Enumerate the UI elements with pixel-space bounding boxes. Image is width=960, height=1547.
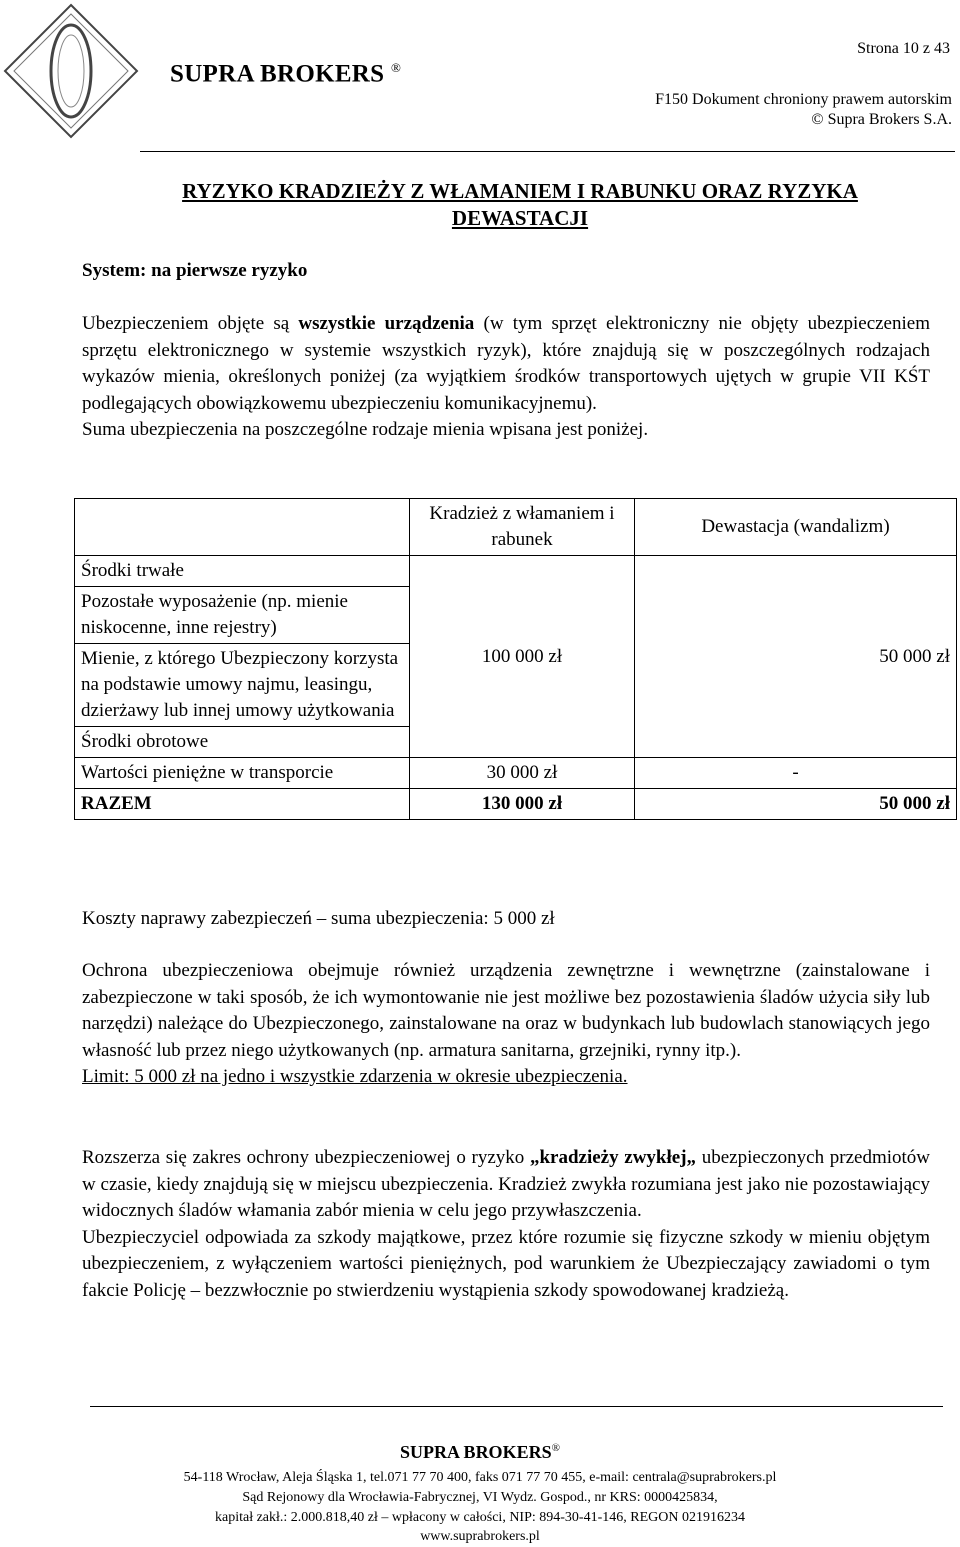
group-vandalism-value: 50 000 zł — [635, 556, 957, 758]
total-theft: 130 000 zł — [410, 789, 635, 820]
insurer-liability-text: Ubezpieczyciel odpowiada za szkody majątkowe, przez które rozumie się fizyczne szkody w mieniu objętym ubezpieczeniem, z wyłączeniem wartości pieniężnych, pod warunkiem że Ubezpieczający zawiadomi o tym fakcie Policję – bezzwłocznie po stwierdzeniu wystąpienia szkody spowodowanej kradzieżą. — [82, 1226, 930, 1301]
header-vandalism: Dewastacja (wandalizm) — [635, 499, 957, 556]
cash-vandalism-value: - — [635, 758, 957, 789]
copyright-notice: F150 Dokument chroniony prawem autorskim — [655, 91, 952, 108]
footer-website: www.suprabrokers.pl — [420, 1529, 540, 1544]
brand-logo — [2, 2, 140, 140]
footer-brand: SUPRA BROKERS® — [400, 1442, 560, 1462]
intro-paragraph — [82, 311, 930, 444]
intro-text: Ubezpieczeniem objęte są wszystkie urządzenia (w tym sprzęt elektroniczny nie objęty ubezpieczeniem sprzętu elektronicznego w systemie wszystkich ryzyk), które znajdują się w poszczególnych rodzajach wykazów mienia, określonych poniżej (za wyjątkiem środków transportowych ujętych w grupie VII KŚT podlegających obowiązkowemu ubezpieczeniu komunikacyjnemu). — [82, 313, 930, 414]
section-title-line1: RYZYKO KRADZIEŻY Z WŁAMANIEM I RABUNKU ORAZ RYZYKA — [182, 179, 858, 203]
simple-theft-paragraph — [82, 1145, 930, 1304]
header-empty-cell — [75, 499, 410, 556]
section-title-line2: DEWASTACJI — [451, 206, 589, 230]
row-label: Pozostałe wyposażenie (np. mienie niskocenne, inne rejestry) — [75, 587, 410, 644]
row-label: Środki trwałe — [75, 556, 410, 587]
footer-divider — [90, 1406, 943, 1407]
system-label: System: na pierwsze ryzyko — [82, 260, 308, 281]
repair-costs: Koszty naprawy zabezpieczeń – suma ubezpieczenia: 5 000 zł — [82, 908, 555, 929]
table-row — [75, 556, 957, 587]
external-devices-text: Ochrona ubezpieczeniowa obejmuje również urządzenia zewnętrzne i wewnętrzne (zainstalowane i zabezpieczone w taki sposób, że ich wymontowanie nie jest możliwe bez pozostawienia śladów użycia siły lub narzędzi) należące do Ubezpieczonego, zainstalowane na oraz w budynkach lub budowlach stanowiących jego własność lub przez niego użytkowanych (np. armatura sanitarna, grzejniki, rynny itp.). — [82, 960, 930, 1061]
header-theft: Kradzież z włamaniem i rabunek — [410, 499, 635, 556]
external-limit: Limit: 5 000 zł na jedno i wszystkie zdarzenia w okresie ubezpieczenia. — [82, 1066, 628, 1087]
group-theft-value: 100 000 zł — [410, 556, 635, 758]
copyright-owner: © Supra Brokers S.A. — [811, 111, 952, 128]
table-header-row — [75, 499, 957, 556]
footer-capital: kapitał zakł.: 2.000.818,40 zł – wpłacony w całości, NIP: 894-30-41-146, REGON 021916234 — [215, 1510, 745, 1525]
page-number: Strona 10 z 43 — [857, 40, 950, 57]
section-title — [100, 178, 940, 232]
simple-theft-text: Rozszerza się zakres ochrony ubezpieczeniowej o ryzyko „kradzieży zwykłej„ ubezpieczonych przedmiotów w czasie, kiedy znajdują się w miejscu ubezpieczenia. Kradzież zwykła rozumiana jest jako nie pozostawiający widocznych śladów włamania zabór mienia w celu jego przywłaszczenia. — [82, 1147, 931, 1221]
insurance-table — [74, 498, 957, 820]
external-devices-paragraph — [82, 958, 930, 1091]
table-row — [75, 758, 957, 789]
row-label: Środki obrotowe — [75, 727, 410, 758]
total-label: RAZEM — [75, 789, 410, 820]
cash-theft-value: 30 000 zł — [410, 758, 635, 789]
footer-court: Sąd Rejonowy dla Wrocławia-Fabrycznej, VI Wydz. Gospod., nr KRS: 0000425834, — [242, 1490, 718, 1505]
document-notice — [655, 90, 952, 130]
header-divider — [140, 151, 955, 152]
row-label: Wartości pieniężne w transporcie — [75, 758, 410, 789]
sum-note: Suma ubezpieczenia na poszczególne rodzaje mienia wpisana jest poniżej. — [82, 419, 649, 440]
footer-address: 54-118 Wrocław, Aleja Śląska 1, tel.071 77 70 400, faks 071 77 70 455, e-mail: centrala@suprabrokers.pl — [183, 1470, 777, 1485]
total-row — [75, 789, 957, 820]
total-vandalism: 50 000 zł — [635, 789, 957, 820]
row-label: Mienie, z którego Ubezpieczony korzysta na podstawie umowy najmu, leasingu, dzierżawy lub innej umowy użytkowania — [75, 644, 410, 727]
brand-name: SUPRA BROKERS ® — [170, 60, 402, 88]
